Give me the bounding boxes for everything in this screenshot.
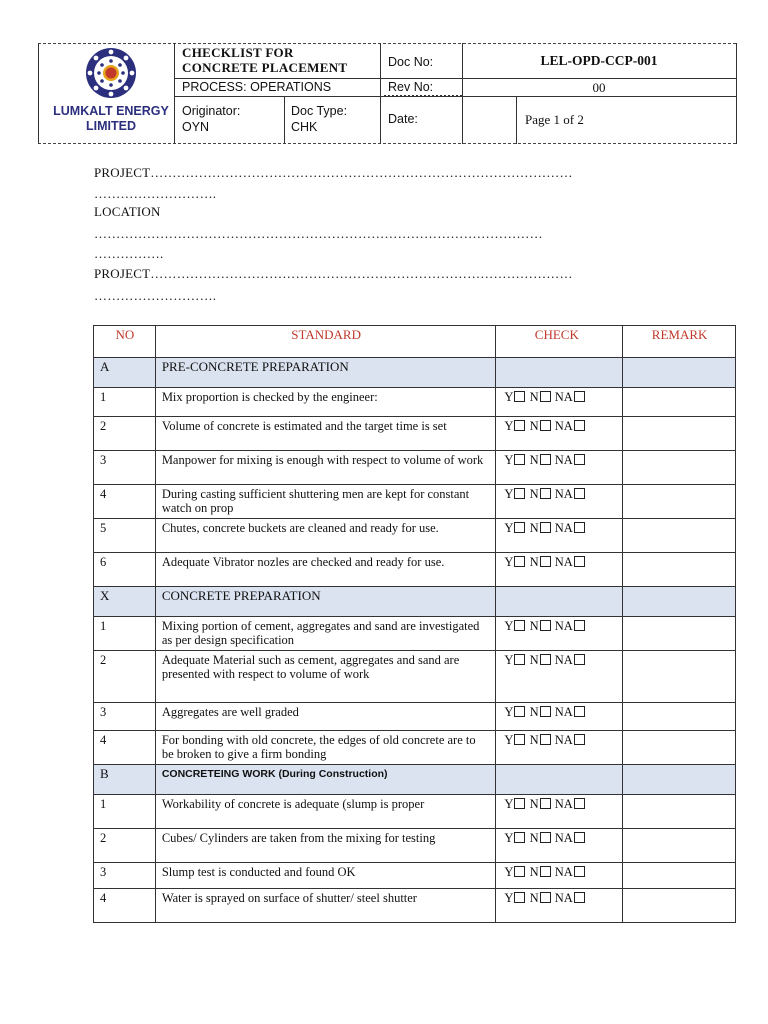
- section-header-row: [94, 358, 736, 388]
- row-check-options: [496, 388, 623, 417]
- col-header-no: NO: [94, 326, 156, 358]
- table-row: [94, 519, 736, 553]
- checkbox-yes[interactable]: [514, 866, 525, 877]
- header-right-border: [736, 43, 737, 144]
- row-remark-field[interactable]: [623, 863, 736, 889]
- check-label-yes: Y: [504, 865, 514, 879]
- company-name-line: LUMKALT ENERGY: [53, 104, 169, 118]
- location-label: LOCATION: [94, 204, 161, 219]
- section-remark-cell: [623, 765, 736, 795]
- check-label-yes: Y: [504, 797, 514, 811]
- section-title: CONCRETE PREPARATION: [155, 587, 496, 617]
- company-name-line: LIMITED: [86, 119, 136, 133]
- checkbox-no[interactable]: [540, 488, 551, 499]
- check-label-no: N: [529, 521, 539, 535]
- checkbox-yes[interactable]: [514, 798, 525, 809]
- row-remark-field[interactable]: [623, 651, 736, 703]
- row-check-options: [496, 703, 623, 731]
- check-label-yes: Y: [504, 521, 514, 535]
- check-label-no: N: [529, 797, 539, 811]
- check-label-na: NA: [554, 619, 573, 633]
- doc-title-line: CHECKLIST FOR: [182, 45, 294, 60]
- row-remark-field[interactable]: [623, 889, 736, 923]
- row-standard: Mix proportion is checked by the engineer:: [155, 388, 496, 417]
- checkbox-yes[interactable]: [514, 832, 525, 843]
- checkbox-yes[interactable]: [514, 454, 525, 465]
- header-divider: [284, 96, 285, 144]
- check-label-yes: Y: [504, 487, 514, 501]
- row-number: 1: [94, 388, 156, 417]
- checkbox-yes[interactable]: [514, 488, 525, 499]
- row-number: 6: [94, 553, 156, 587]
- checkbox-na[interactable]: [574, 556, 585, 567]
- row-standard: Water is sprayed on surface of shutter/ steel shutter: [155, 889, 496, 923]
- header-bottom-border: [38, 143, 736, 144]
- checkbox-no[interactable]: [540, 654, 551, 665]
- check-label-na: NA: [554, 390, 573, 404]
- check-label-yes: Y: [504, 653, 514, 667]
- table-row: [94, 795, 736, 829]
- section-header-row: [94, 587, 736, 617]
- row-number: 3: [94, 451, 156, 485]
- check-label-yes: Y: [504, 390, 514, 404]
- rev-no-value: 00: [592, 80, 606, 95]
- checkbox-na[interactable]: [574, 620, 585, 631]
- row-number: 5: [94, 519, 156, 553]
- check-label-na: NA: [554, 453, 573, 467]
- header-left-border: [38, 43, 39, 144]
- row-standard: Volume of concrete is estimated and the target time is set: [155, 417, 496, 451]
- row-check-options: [496, 553, 623, 587]
- process-label: PROCESS: OPERATIONS: [182, 80, 332, 94]
- section-remark-cell: [623, 587, 736, 617]
- checkbox-yes[interactable]: [514, 391, 525, 402]
- row-number: 1: [94, 795, 156, 829]
- row-remark-field[interactable]: [623, 731, 736, 765]
- check-label-yes: Y: [504, 619, 514, 633]
- checkbox-yes[interactable]: [514, 892, 525, 903]
- section-check-cell: [496, 358, 623, 388]
- check-label-no: N: [529, 419, 539, 433]
- checkbox-na[interactable]: [574, 798, 585, 809]
- location-field[interactable]: …………………………………………………………………………………………: [94, 226, 543, 241]
- table-row: [94, 485, 736, 519]
- check-label-no: N: [529, 733, 539, 747]
- header-divider: [516, 96, 517, 144]
- row-standard: Adequate Vibrator nozles are checked and ready for use.: [155, 553, 496, 587]
- check-label-na: NA: [554, 419, 573, 433]
- table-row: [94, 889, 736, 923]
- row-number: 4: [94, 731, 156, 765]
- checkbox-yes[interactable]: [514, 734, 525, 745]
- row-number: 2: [94, 417, 156, 451]
- row-check-options: [496, 451, 623, 485]
- company-name: [48, 104, 174, 134]
- check-label-na: NA: [554, 865, 573, 879]
- rev-no-underline: [384, 95, 462, 97]
- row-standard: Slump test is conducted and found OK: [155, 863, 496, 889]
- checkbox-na[interactable]: [574, 654, 585, 665]
- check-label-no: N: [529, 831, 539, 845]
- row-standard: Cubes/ Cylinders are taken from the mixing for testing: [155, 829, 496, 863]
- table-row: [94, 731, 736, 765]
- doc-no-label: Doc No:: [388, 55, 434, 69]
- check-label-yes: Y: [504, 831, 514, 845]
- section-header-row: [94, 765, 736, 795]
- check-label-no: N: [529, 487, 539, 501]
- row-check-options: [496, 519, 623, 553]
- row-remark-field[interactable]: [623, 519, 736, 553]
- header-divider: [380, 43, 381, 144]
- row-remark-field[interactable]: [623, 485, 736, 519]
- checkbox-no[interactable]: [540, 620, 551, 631]
- check-label-no: N: [529, 619, 539, 633]
- checklist-table: [93, 325, 736, 923]
- header-divider: [174, 43, 175, 144]
- checkbox-na[interactable]: [574, 391, 585, 402]
- rev-no-label: Rev No:: [388, 80, 434, 94]
- row-standard: Mixing portion of cement, aggregates and sand are investigated as per design specification: [155, 617, 496, 651]
- check-label-no: N: [529, 891, 539, 905]
- checkbox-na[interactable]: [574, 734, 585, 745]
- checkbox-na[interactable]: [574, 866, 585, 877]
- section-id: B: [94, 765, 156, 795]
- section-id: X: [94, 587, 156, 617]
- section-remark-cell: [623, 358, 736, 388]
- section-check-cell: [496, 765, 623, 795]
- checkbox-no[interactable]: [540, 556, 551, 567]
- date-label: Date:: [388, 112, 418, 126]
- check-label-na: NA: [554, 555, 573, 569]
- row-number: 4: [94, 889, 156, 923]
- checkbox-yes[interactable]: [514, 706, 525, 717]
- checkbox-no[interactable]: [540, 892, 551, 903]
- row-check-options: [496, 795, 623, 829]
- check-label-yes: Y: [504, 891, 514, 905]
- checkbox-yes[interactable]: [514, 556, 525, 567]
- table-row: [94, 451, 736, 485]
- table-row: [94, 829, 736, 863]
- row-check-options: [496, 651, 623, 703]
- check-label-no: N: [529, 390, 539, 404]
- project-field-continued[interactable]: ……………………….: [94, 186, 217, 201]
- checkbox-no[interactable]: [540, 706, 551, 717]
- check-label-na: NA: [554, 705, 573, 719]
- checkbox-na[interactable]: [574, 706, 585, 717]
- checkbox-na[interactable]: [574, 454, 585, 465]
- check-label-no: N: [529, 453, 539, 467]
- row-standard: Chutes, concrete buckets are cleaned and ready for use.: [155, 519, 496, 553]
- checkbox-no[interactable]: [540, 420, 551, 431]
- checkbox-no[interactable]: [540, 832, 551, 843]
- row-check-options: [496, 731, 623, 765]
- doc-type-value: CHK: [291, 120, 318, 134]
- row-number: 3: [94, 863, 156, 889]
- row-check-options: [496, 617, 623, 651]
- checkbox-no[interactable]: [540, 391, 551, 402]
- project-field[interactable]: PROJECT……………………………………………………………………………………: [94, 266, 573, 281]
- doc-title: [182, 45, 347, 75]
- checkbox-na[interactable]: [574, 892, 585, 903]
- project-field-continued[interactable]: ……………………….: [94, 288, 217, 303]
- check-label-yes: Y: [504, 419, 514, 433]
- row-check-options: [496, 417, 623, 451]
- checkbox-no[interactable]: [540, 734, 551, 745]
- doc-no-value: LEL-OPD-CCP-001: [540, 53, 658, 68]
- table-row: [94, 388, 736, 417]
- row-number: 3: [94, 703, 156, 731]
- row-remark-field[interactable]: [623, 829, 736, 863]
- check-label-na: NA: [554, 797, 573, 811]
- checkbox-yes[interactable]: [514, 620, 525, 631]
- table-row: [94, 651, 736, 703]
- table-header-row: [94, 326, 736, 358]
- section-title: CONCRETEING WORK (During Construction): [155, 765, 496, 795]
- check-label-na: NA: [554, 487, 573, 501]
- row-check-options: [496, 889, 623, 923]
- row-standard: Aggregates are well graded: [155, 703, 496, 731]
- row-number: 2: [94, 651, 156, 703]
- checkbox-no[interactable]: [540, 798, 551, 809]
- check-label-no: N: [529, 555, 539, 569]
- check-label-no: N: [529, 653, 539, 667]
- check-label-no: N: [529, 865, 539, 879]
- checkbox-na[interactable]: [574, 488, 585, 499]
- row-remark-field[interactable]: [623, 417, 736, 451]
- section-check-cell: [496, 587, 623, 617]
- table-row: [94, 417, 736, 451]
- row-remark-field[interactable]: [623, 388, 736, 417]
- table-row: [94, 553, 736, 587]
- row-remark-field[interactable]: [623, 553, 736, 587]
- row-number: 4: [94, 485, 156, 519]
- logo-emblem-icon: [50, 46, 172, 106]
- row-remark-field[interactable]: [623, 617, 736, 651]
- section-title: PRE-CONCRETE PREPARATION: [155, 358, 496, 388]
- col-header-remark: REMARK: [623, 326, 736, 358]
- checkbox-no[interactable]: [540, 522, 551, 533]
- page-number: Page 1 of 2: [525, 112, 584, 127]
- row-remark-field[interactable]: [623, 703, 736, 731]
- originator-label: Originator:: [182, 104, 241, 118]
- originator-value: OYN: [182, 120, 210, 134]
- check-label-no: N: [529, 705, 539, 719]
- checkbox-na[interactable]: [574, 522, 585, 533]
- check-label-na: NA: [554, 733, 573, 747]
- project-field[interactable]: PROJECT……………………………………………………………………………………: [94, 165, 573, 180]
- checkbox-yes[interactable]: [514, 420, 525, 431]
- row-standard: During casting sufficient shuttering men are kept for constant watch on prop: [155, 485, 496, 519]
- row-check-options: [496, 829, 623, 863]
- check-label-yes: Y: [504, 705, 514, 719]
- row-standard: Workability of concrete is adequate (slump is proper: [155, 795, 496, 829]
- row-remark-field[interactable]: [623, 451, 736, 485]
- doc-title-line: CONCRETE PLACEMENT: [182, 60, 348, 75]
- checkbox-na[interactable]: [574, 832, 585, 843]
- check-label-na: NA: [554, 891, 573, 905]
- header-row-line: [174, 78, 736, 79]
- row-standard: Adequate Material such as cement, aggregates and sand are presented with respect to volume of work: [155, 651, 496, 703]
- checkbox-no[interactable]: [540, 866, 551, 877]
- checkbox-yes[interactable]: [514, 654, 525, 665]
- col-header-check: CHECK: [496, 326, 623, 358]
- row-number: 2: [94, 829, 156, 863]
- row-check-options: [496, 485, 623, 519]
- header-top-border: [38, 43, 736, 44]
- doc-type-label: Doc Type:: [291, 104, 348, 118]
- check-label-na: NA: [554, 653, 573, 667]
- row-number: 1: [94, 617, 156, 651]
- row-check-options: [496, 863, 623, 889]
- row-remark-field[interactable]: [623, 795, 736, 829]
- table-row: [94, 703, 736, 731]
- table-row: [94, 617, 736, 651]
- checkbox-no[interactable]: [540, 454, 551, 465]
- check-label-na: NA: [554, 831, 573, 845]
- location-field-continued[interactable]: …………….: [94, 246, 164, 261]
- table-row: [94, 863, 736, 889]
- check-label-yes: Y: [504, 555, 514, 569]
- check-label-na: NA: [554, 521, 573, 535]
- check-label-yes: Y: [504, 733, 514, 747]
- row-standard: Manpower for mixing is enough with respect to volume of work: [155, 451, 496, 485]
- section-id: A: [94, 358, 156, 388]
- checkbox-yes[interactable]: [514, 522, 525, 533]
- check-label-yes: Y: [504, 453, 514, 467]
- checkbox-na[interactable]: [574, 420, 585, 431]
- row-standard: For bonding with old concrete, the edges of old concrete are to be broken to give a firm bonding: [155, 731, 496, 765]
- col-header-standard: STANDARD: [155, 326, 496, 358]
